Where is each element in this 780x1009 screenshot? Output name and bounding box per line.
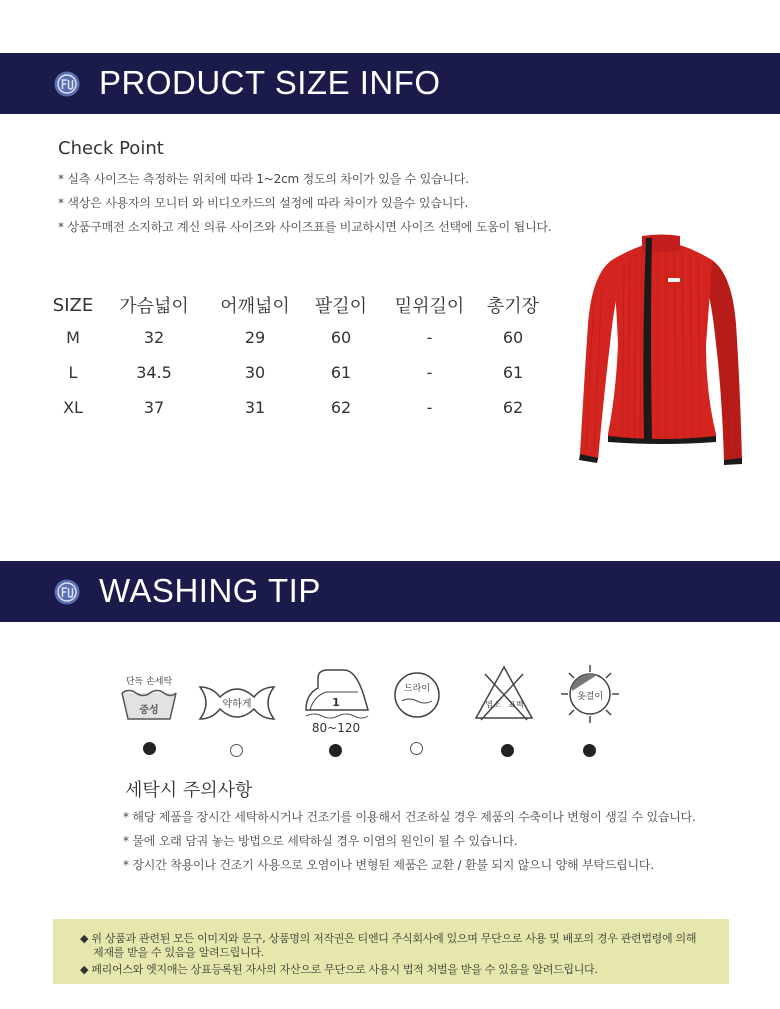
- check-point-title: Check Point: [58, 138, 164, 159]
- dry-clean-indicator: [410, 742, 423, 755]
- table-cell: 60: [502, 328, 524, 347]
- check-note: * 색상은 사용자의 모니터 와 비디오카드의 설정에 따라 차이가 있을수 있습니다.: [58, 196, 469, 210]
- table-cell: -: [426, 398, 433, 417]
- brand-emblem-icon: [54, 579, 80, 605]
- washing-tip-header: [0, 561, 780, 622]
- washing-caution-title: 세탁시 주의사항: [125, 780, 253, 801]
- table-cell: 62: [330, 398, 352, 417]
- column-header: 총기장: [486, 296, 540, 317]
- column-header: 밑위길이: [394, 296, 465, 317]
- table-cell: 30: [244, 363, 266, 382]
- table-cell: L: [68, 363, 78, 382]
- gentle-wash-indicator: [230, 744, 243, 757]
- table-cell: M: [66, 328, 80, 347]
- no-bleach-indicator: [501, 744, 514, 757]
- table-row: [48, 390, 549, 425]
- table-cell: 34.5: [136, 363, 172, 382]
- line-dry-indicator: [583, 744, 596, 757]
- table-cell: -: [426, 328, 433, 347]
- iron-temperature-label: 80~120: [311, 721, 361, 735]
- iron-icon: [300, 666, 372, 738]
- size-table-header-row: [48, 290, 549, 320]
- trademark-line: ◆ 페리어스와 엣지애는 상표등록된 자사의 자산으로 무단으로 사용시 법적 처벌을 받을 수 있음을 알려드립니다.: [80, 963, 598, 976]
- table-cell: 61: [502, 363, 524, 382]
- brand-emblem-icon: [54, 71, 80, 97]
- table-row: [48, 355, 549, 390]
- line-dry-icon: [559, 663, 621, 725]
- table-cell: 32: [143, 328, 165, 347]
- iron-level-label: 1: [332, 696, 340, 709]
- check-note: * 상품구매전 소지하고 계신 의류 사이즈와 사이즈표를 비교하시면 사이즈 선택에 도움이 됩니다.: [58, 220, 552, 234]
- column-header: 어깨넓이: [220, 296, 290, 317]
- copyright-line: ◆ 위 상품과 관련된 모든 이미지와 문구, 상품명의 저작권은 티엔디 주식회사에 있으며 무단으로 사용 및 배포의 경우 관련법령에 의해: [80, 932, 697, 945]
- no-bleach-label-right: 표백: [508, 700, 524, 709]
- iron-indicator: [329, 744, 342, 757]
- washing-caution-note: * 장시간 착용이나 건조기 사용으로 오염이나 변형된 제품은 교환 / 환불 되지 않으니 양해 부탁드립니다.: [123, 858, 654, 872]
- column-header: 팔길이: [314, 296, 368, 317]
- product-jacket-image: [572, 234, 748, 468]
- line-dry-label: 옷걸이: [576, 692, 604, 702]
- table-cell: 62: [502, 398, 524, 417]
- table-cell: 37: [143, 398, 165, 417]
- copyright-line: 제재를 받을 수 있음을 알려드립니다.: [93, 946, 264, 959]
- no-bleach-label-left: 염소: [485, 700, 501, 709]
- column-header: 가슴넓이: [119, 296, 189, 317]
- table-cell: XL: [63, 398, 83, 417]
- washing-caution-note: * 해당 제품을 장시간 세탁하시거나 건조기를 이용해서 건조하실 경우 제품의 수축이나 변형이 생길 수 있습니다.: [123, 810, 696, 824]
- no-bleach-icon: [473, 664, 535, 722]
- washing-caution-note: * 물에 오래 담궈 놓는 방법으로 세탁하실 경우 이염의 원인이 될 수 있습니다.: [123, 834, 518, 848]
- hand-wash-top-label: 단독 손세탁: [125, 677, 173, 687]
- table-cell: -: [426, 363, 433, 382]
- size-info-header: [0, 53, 780, 114]
- hand-wash-indicator: [143, 742, 156, 755]
- table-row: [48, 320, 549, 355]
- size-info-title: PRODUCT SIZE INFO: [99, 64, 441, 101]
- hand-wash-icon: [118, 671, 180, 723]
- column-header: SIZE: [52, 294, 94, 316]
- table-cell: 29: [244, 328, 266, 347]
- table-cell: 31: [244, 398, 266, 417]
- washing-tip-title: WASHING TIP: [99, 572, 321, 609]
- gentle-wash-label: 약하게: [222, 699, 252, 710]
- hand-wash-label: 중성: [139, 705, 159, 716]
- gentle-wash-icon: [198, 683, 276, 723]
- table-cell: 60: [330, 328, 352, 347]
- table-cell: 61: [330, 363, 352, 382]
- check-note: * 실측 사이즈는 측정하는 위치에 따라 1~2cm 정도의 차이가 있을 수 있습니다.: [58, 172, 469, 186]
- size-table: [48, 290, 549, 425]
- dry-clean-icon: [392, 671, 442, 719]
- copyright-notice: [53, 919, 729, 984]
- dry-clean-label: 드라이: [403, 684, 431, 694]
